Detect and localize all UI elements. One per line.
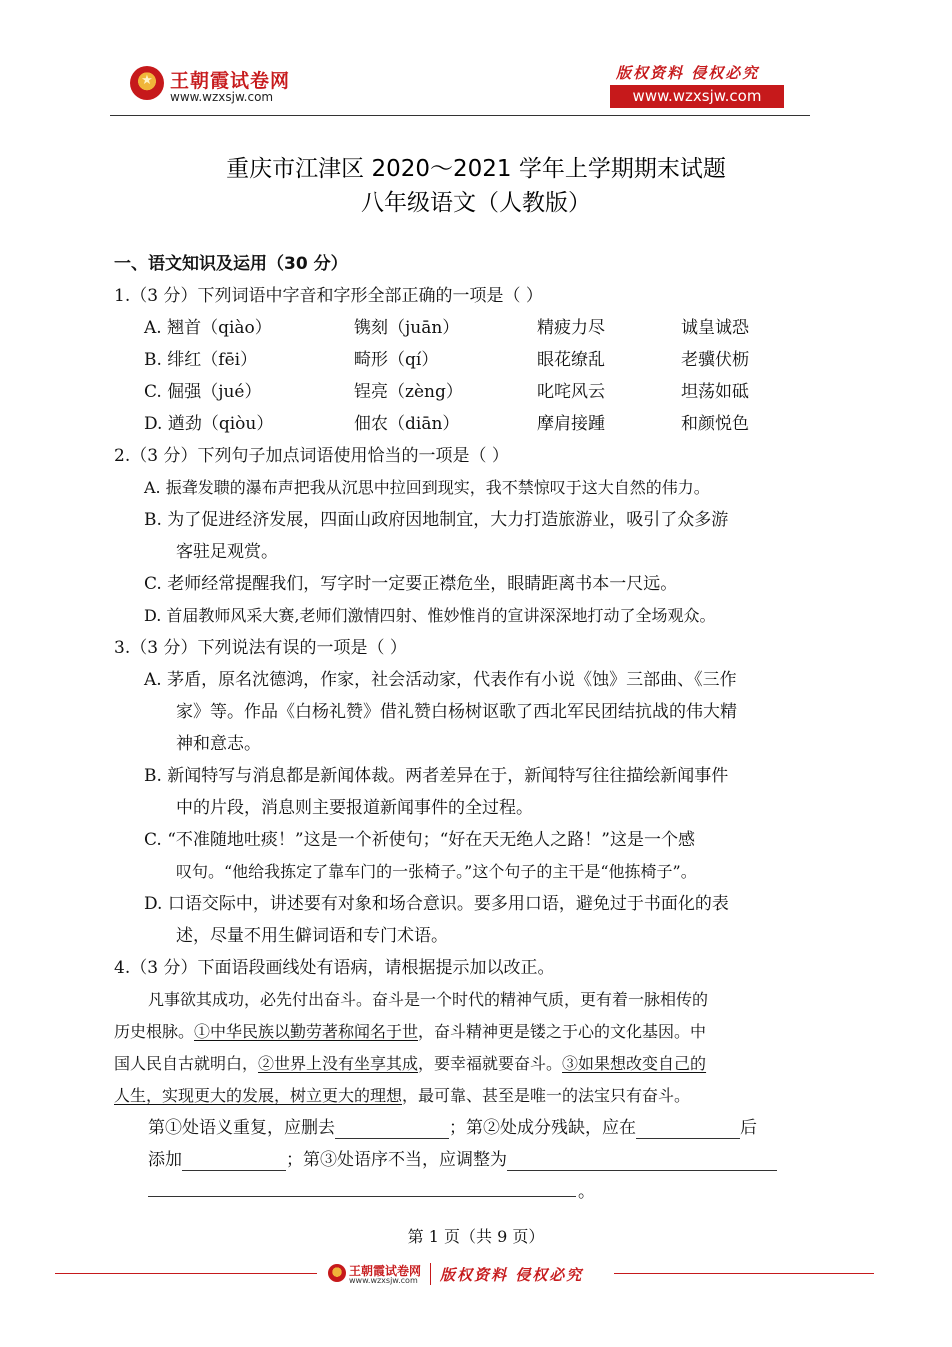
logo-site-url: www.wzxsjw.com [170,90,274,104]
q1-option-b-2: 畸形（qí） [354,350,439,370]
answer-blank-2[interactable] [636,1121,740,1139]
q1-option-d-2: 佃农（diān） [354,414,460,434]
q1-option-a-1: A. 翘首（qiào） [144,318,272,338]
q4-answer-text: 添加 [148,1150,182,1170]
q4-passage-line1: 凡事欲其成功，必先付出奋斗。奋斗是一个时代的精神气质，更有着一脉相传的 [148,990,709,1009]
footer-logo [328,1262,438,1286]
q4-passage-line3 [114,1053,706,1075]
section-heading: 一、语文知识及运用（30 分） [114,254,348,274]
logo-site-name: 王朝霞试卷网 [170,70,291,92]
q2-option-b-line1: B. 为了促进经济发展，四面山政府因地制宜，大力打造旅游业，吸引了众多游 [144,510,729,530]
page-number: 第 1 页（共 9 页） [407,1227,545,1246]
q1-option-c-1: C. 倔强（jué） [144,382,262,402]
q3-option-d-line2: 述，尽量不用生僻词语和专门术语。 [176,926,448,946]
seal-logo-icon: ★ [130,66,164,100]
q1-option-b-1: B. 绯红（fēi） [144,350,258,370]
q1-option-a-2: 镌刻（juān） [354,318,460,338]
q4-underlined-2: ②世界上没有坐享其成 [258,1054,419,1073]
answer-blank-1[interactable] [335,1121,449,1139]
q4-passage-text: ，奋斗精神更是镂之于心的文化基因。中 [418,1022,707,1041]
q1-option-b-4: 老骥伏枥 [681,350,749,370]
q1-option-c-2: 锃亮（zèng） [354,382,463,402]
q4-answer-text: 第①处语义重复，应删去 [148,1118,335,1138]
q3-option-b-line1: B. 新闻特写与消息都是新闻体裁。两者差异在于，新闻特写往往描绘新闻事件 [144,766,729,786]
q4-passage-text: ，最可靠、甚至是唯一的法宝只有奋斗。 [402,1086,691,1105]
footer-separator [430,1263,431,1285]
q1-option-a-3: 精疲力尽 [537,318,605,338]
q4-answer-line1 [148,1117,757,1139]
q3-option-b-line2: 中的片段，消息则主要报道新闻事件的全过程。 [176,798,533,818]
q1-option-c-3: 叱咤风云 [537,382,605,402]
q1-option-a-4: 诚皇诚恐 [681,318,749,338]
q2-option-a: A. 振聋发聩的瀑布声把我从沉思中拉回到现实，我不禁惊叹于这大自然的伟力。 [144,478,710,497]
q4-underlined-3-cont: 人生，实现更大的发展，树立更大的理想 [114,1086,403,1105]
answer-blank-4[interactable] [507,1153,777,1171]
footer-rule-right [614,1273,874,1274]
q4-stem: 4.（3 分）下面语段画线处有语病，请根据提示加以改正。 [114,958,555,978]
q4-passage-text: 历史根脉。 [114,1022,195,1041]
q3-option-a-line3: 神和意志。 [176,734,261,754]
q4-answer-line2 [148,1149,777,1171]
q2-option-b-line2: 客驻足观赏。 [176,542,278,562]
answer-blank-5[interactable] [148,1196,576,1197]
q3-option-a-line1: A. 茅盾，原名沈德鸿，作家，社会活动家，代表作有小说《蚀》三部曲、《三作 [144,670,737,690]
q1-option-d-3: 摩肩接踵 [537,414,605,434]
q1-option-b-3: 眼花缭乱 [537,350,605,370]
q2-option-d: D. 首届教师风采大赛,老师们激情四射、惟妙惟肖的宣讲深深地打动了全场观众。 [144,606,716,625]
q4-underlined-3: ③如果想改变自己的 [562,1054,707,1073]
q4-answer-period: 。 [578,1182,595,1202]
header-divider [110,115,810,116]
footer-copyright: 版权资料 侵权必究 [440,1266,584,1284]
q4-passage-line4 [114,1085,690,1107]
header-copyright: 版权资料 侵权必究 [616,64,760,82]
q2-option-c: C. 老师经常提醒我们，写字时一定要正襟危坐，眼睛距离书本一尺远。 [144,574,678,594]
answer-blank-3[interactable] [182,1153,286,1171]
header-logo [130,66,330,112]
q3-option-d-line1: D. 口语交际中，讲述要有对象和场合意识。要多用口语，避免过于书面化的表 [144,894,729,914]
q4-answer-text: ；第②处成分残缺，应在 [449,1118,636,1138]
q1-option-c-4: 坦荡如砥 [681,382,749,402]
footer-site-name: 王朝霞试卷网 [349,1264,422,1278]
footer-site-url: www.wzxsjw.com [349,1276,418,1285]
q3-option-c-line1: C. “不准随地吐痰！”这是一个祈使句；“好在天无绝人之路！”这是一个感 [144,830,695,850]
footer-seal-icon [328,1264,346,1282]
q3-stem: 3.（3 分）下列说法有误的一项是（ ） [114,638,407,658]
q1-option-d-4: 和颜悦色 [681,414,749,434]
q3-option-a-line2: 家》等。作品《白杨礼赞》借礼赞白杨树讴歌了西北军民团结抗战的伟大精 [176,702,737,722]
q4-underlined-1: ①中华民族以勤劳著称闻名于世 [194,1022,419,1041]
q3-option-c-line2: 叹句。“他给我拣定了靠车门的一张椅子。”这个句子的主干是“他拣椅子”。 [176,862,697,881]
q2-stem: 2.（3 分）下列句子加点词语使用恰当的一项是（ ） [114,446,509,466]
exam-subtitle: 八年级语文（人教版） [361,190,591,216]
q4-answer-text: ；第③处语序不当，应调整为 [286,1150,507,1170]
q4-passage-text: ，要幸福就要奋斗。 [418,1054,563,1073]
header-url-banner: www.wzxsjw.com [610,85,784,108]
q4-passage-line2 [114,1021,706,1043]
footer-rule-left [55,1273,317,1274]
q1-option-d-1: D. 遒劲（qiòu） [144,414,274,434]
q1-stem: 1.（3 分）下列词语中字音和字形全部正确的一项是（ ） [114,286,543,306]
q4-passage-text: 国人民自古就明白， [114,1054,259,1073]
q4-answer-text: 后 [740,1118,757,1138]
exam-title: 重庆市江津区 2020～2021 学年上学期期末试题 [226,156,726,182]
